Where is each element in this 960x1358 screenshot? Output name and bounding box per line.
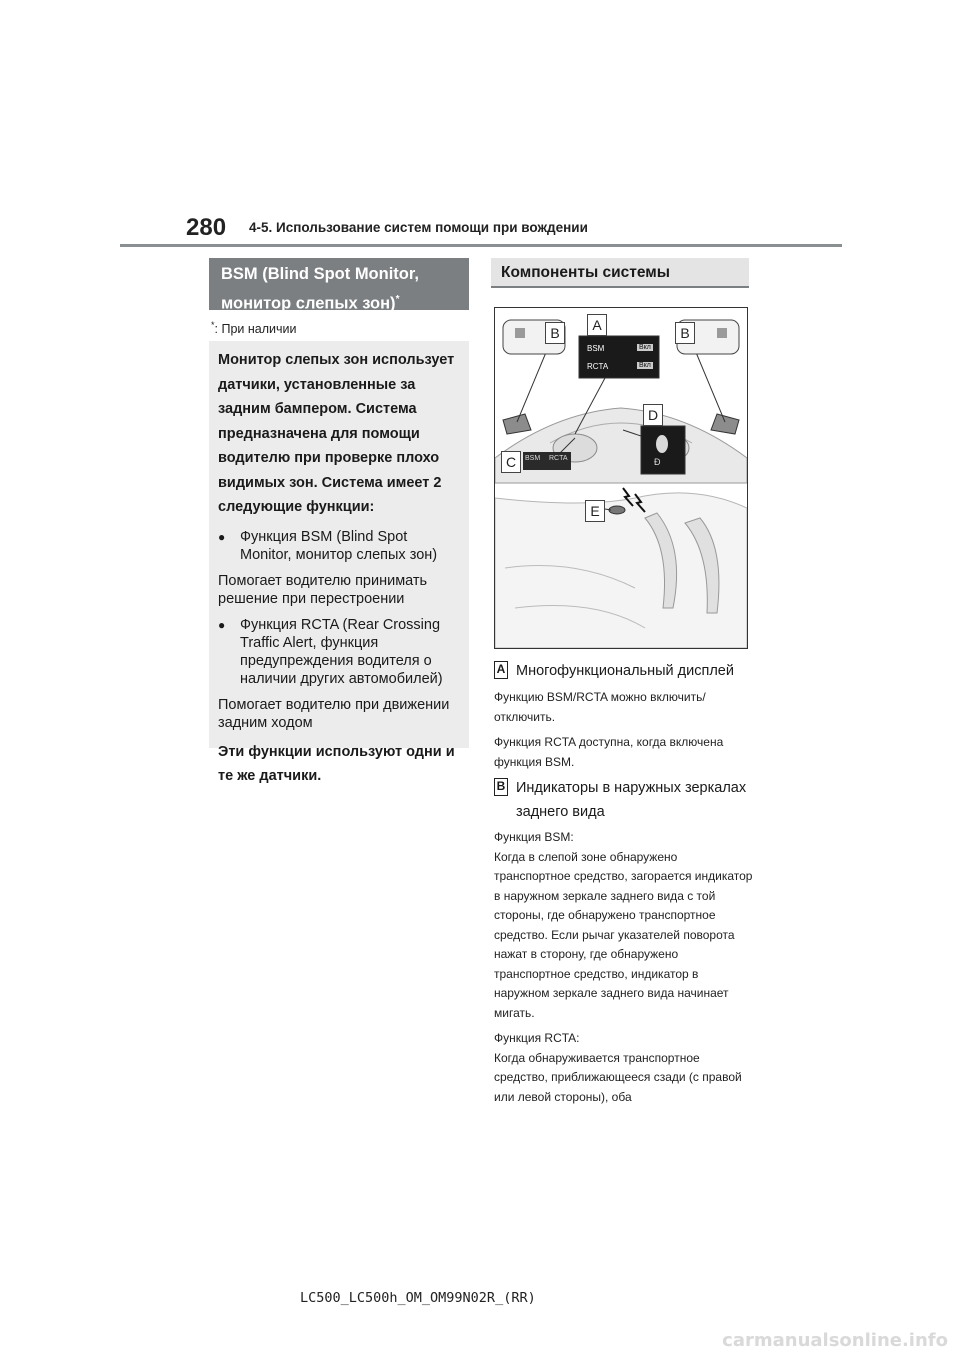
callout-a: A bbox=[587, 314, 607, 336]
item-a-p1: Функцию BSM/RCTA можно включить/отключить. bbox=[494, 690, 706, 724]
screen-on-2: Вкл bbox=[639, 362, 651, 369]
bullet-bsm-desc: Помогает водителю принимать решение при перестроении bbox=[218, 572, 428, 607]
item-b-p2: Функция RCTA: bbox=[494, 1031, 580, 1045]
d-glyph: Đ bbox=[654, 457, 661, 467]
bsm-title-line1: BSM (Blind Spot Monitor, bbox=[221, 265, 419, 283]
components-header: Компоненты системы bbox=[491, 258, 749, 288]
bullet-dot-icon: ● bbox=[218, 529, 226, 544]
item-b-p2-text: Когда обнаруживается транспортное средство, приближающееся сзади (с правой или левой стороны), оба bbox=[494, 1050, 742, 1104]
bullet-rcta bbox=[218, 616, 461, 688]
bsm-section-header bbox=[209, 258, 469, 313]
lead-paragraph: Монитор слепых зон использует датчики, установленные за задним бампером. Система предназначена для помощи водителю при проверке плохо видимых зон. Система имеет 2 следующие функции: bbox=[218, 352, 455, 515]
bullet-bsm bbox=[218, 528, 461, 564]
bsm-title-line2: монитор слепых зон)* bbox=[221, 294, 400, 313]
item-b-body bbox=[494, 828, 756, 1113]
title-asterisk: * bbox=[395, 294, 400, 305]
screen-on-1: Вкл bbox=[639, 344, 651, 351]
section-title: 4-5. Использование систем помощи при вождении bbox=[249, 220, 588, 235]
switch-bsm: BSM bbox=[525, 455, 541, 462]
components-figure bbox=[494, 307, 748, 649]
footnote: *: При наличии bbox=[211, 320, 297, 337]
footer-code: LC500_LC500h_OM_OM99N02R_(RR) bbox=[300, 1290, 536, 1306]
info-box bbox=[209, 341, 469, 784]
bullet-bsm-text: Функция BSM (Blind Spot Monitor, монитор слепых зон) bbox=[240, 528, 438, 563]
bullet-dot-icon: ● bbox=[218, 617, 226, 632]
closing-paragraph: Эти функции используют одни и те же датчики. bbox=[218, 743, 455, 784]
screen-row-bsm: BSM bbox=[587, 344, 605, 353]
watermark[interactable]: carmanualsonline.info bbox=[722, 1330, 948, 1351]
page-number: 280 bbox=[186, 214, 227, 241]
callout-b-right: B bbox=[675, 322, 695, 344]
bullet-rcta-desc: Помогает водителю при движении задним ходом bbox=[218, 696, 450, 731]
badge-b: B bbox=[494, 778, 508, 796]
callout-c: C bbox=[501, 451, 521, 473]
footnote-asterisk: * bbox=[211, 320, 215, 330]
badge-a: A bbox=[494, 661, 508, 679]
item-b-p1: Функция BSM: bbox=[494, 830, 574, 844]
item-a-body bbox=[494, 688, 756, 778]
header-rule bbox=[120, 244, 842, 247]
switch-rcta: RCTA bbox=[549, 455, 568, 462]
item-a-p2: Функция RCTA доступна, когда включена функция BSM. bbox=[494, 735, 724, 769]
callout-b-left: B bbox=[545, 322, 565, 344]
bullet-rcta-text: Функция RCTA (Rear Crossing Traffic Alert, функция предупреждения водителя о наличии других автомобилей) bbox=[240, 616, 443, 687]
callout-d: D bbox=[643, 404, 663, 426]
item-b-p1-text: Когда в слепой зоне обнаружено транспортное средство, загорается индикатор в наружном зеркале заднего вида с той стороны, где обнаружено транспортное средство. Если рычаг указателей поворота нажат в сторону, где обнаружено транспортное средство, индикатор в наружном зеркале заднего вида начинает мигать. bbox=[494, 849, 753, 1020]
screen-row-rcta: RCTA bbox=[587, 362, 609, 371]
item-a-title: Многофункциональный дисплей bbox=[516, 663, 734, 679]
item-b-heading bbox=[494, 776, 746, 824]
item-b-title: Индикаторы в наружных зеркалах заднего вида bbox=[516, 780, 747, 820]
item-a-heading bbox=[494, 659, 734, 683]
callout-e: E bbox=[585, 500, 605, 522]
